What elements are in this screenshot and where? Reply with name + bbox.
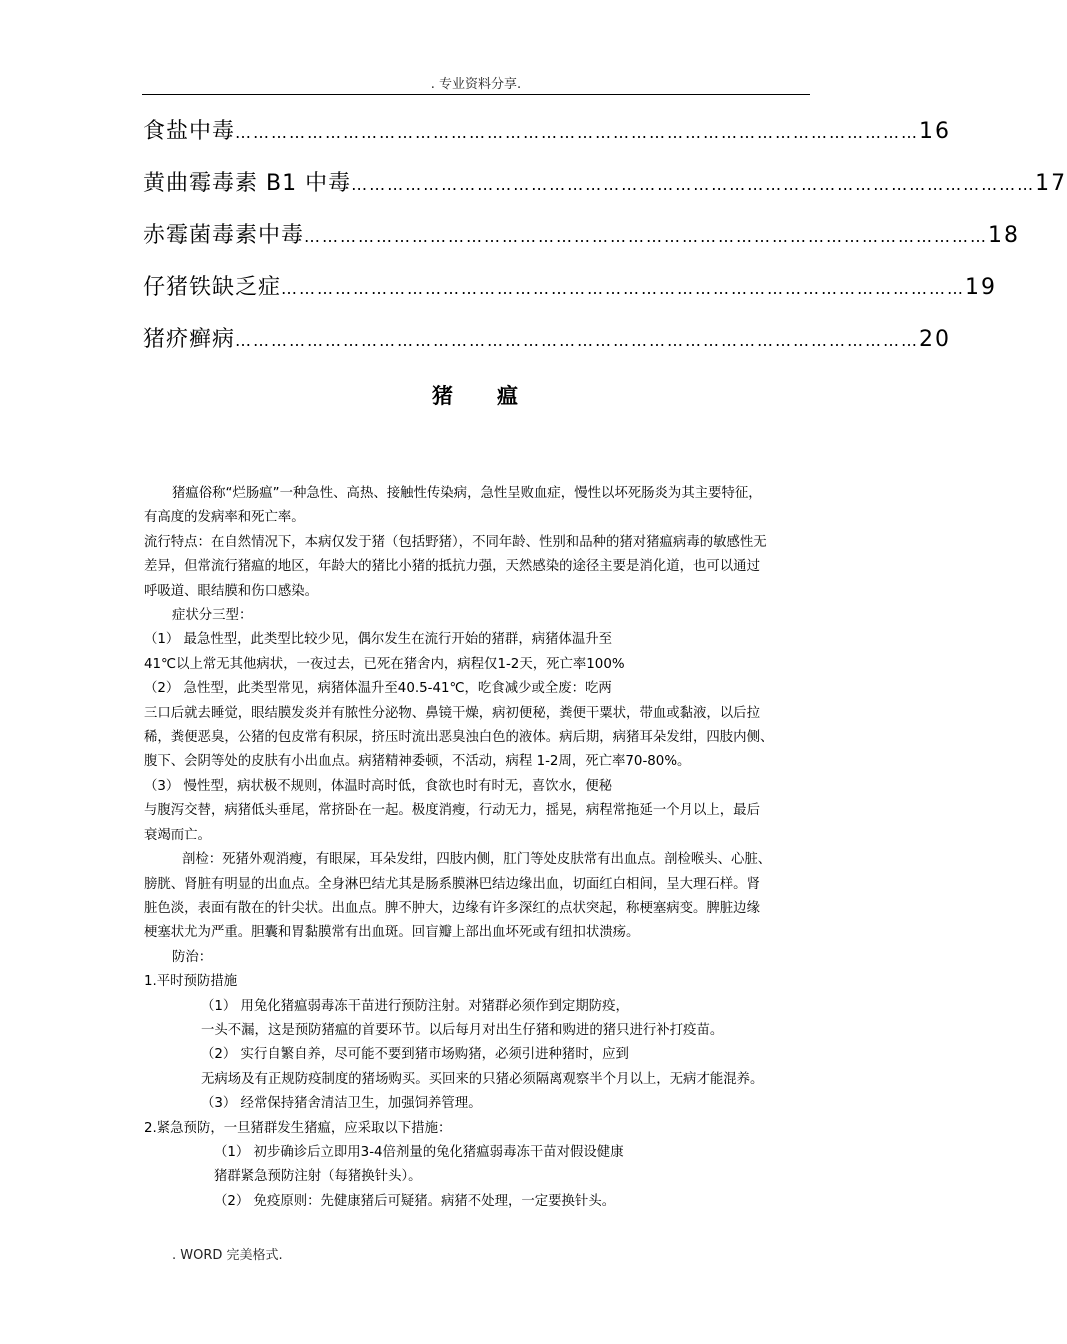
toc-entry-title: 赤霉菌毒素中毒 bbox=[143, 223, 305, 248]
article-body bbox=[144, 482, 816, 1214]
paragraph-line: 稀，粪便恶臭，公猪的包皮常有积尿，挤压时流出恶臭浊白色的液体。病后期，病猪耳朵发绀，四肢内侧、 bbox=[144, 730, 774, 746]
toc-entry bbox=[143, 272, 998, 324]
paragraph-line: （2） 免疫原则：先健康猪后可疑猪。病猪不处理，一定要换针头。 bbox=[214, 1193, 616, 1209]
paragraph-line: 与腹泻交替，病猪低头垂尾，常挤卧在一起。极度消瘦，行动无力，摇晃，病程常拖延一个月以上，最后 bbox=[144, 803, 760, 819]
paragraph-line: 梗塞状尤为严重。胆囊和胃黏膜常有出血斑。回盲瓣上部出血坏死或有纽扣状溃疡。 bbox=[144, 925, 640, 941]
paragraph-line: 症状分三型： bbox=[172, 608, 253, 624]
paragraph-line: 有高度的发病率和死亡率。 bbox=[144, 510, 305, 526]
paragraph-line: 衰竭而亡。 bbox=[144, 827, 211, 843]
toc-page-number: 17 bbox=[1035, 171, 1067, 196]
toc-leader-dots: …………………………………………………………………………………………………… bbox=[235, 331, 920, 350]
toc-leader-dots: …………………………………………………………………………………………………… bbox=[304, 227, 989, 246]
paragraph-line: （2） 急性型，此类型常见，病猪体温升至40.5-41℃，吃食减少或全废：吃两 bbox=[144, 681, 612, 697]
page-footer: . WORD 完美格式. bbox=[172, 1248, 283, 1263]
toc-leader-dots: …………………………………………………………………………………………………… bbox=[281, 279, 966, 298]
paragraph-line: 2.紧急预防，一旦猪群发生猪瘟，应采取以下措施： bbox=[144, 1120, 452, 1136]
paragraph-line: （2） 实行自繁自养，尽可能不要到猪市场购猪，必须引进种猪时，应到 bbox=[201, 1047, 629, 1063]
toc-page-number: 19 bbox=[965, 275, 998, 300]
page-header: . 专业资料分享. bbox=[142, 76, 810, 95]
paragraph-line: （1） 最急性型，此类型比较少见，偶尔发生在流行开始的猪群，病猪体温升至 bbox=[144, 632, 613, 648]
toc-entry-title: 仔猪铁缺乏症 bbox=[143, 275, 282, 300]
paragraph-line: 防治： bbox=[172, 949, 213, 965]
paragraph-line: 三口后就去睡觉，眼结膜发炎并有脓性分泌物、鼻镜干燥，病初便秘，粪便干粟状，带血或黏液，以后拉 bbox=[144, 705, 760, 721]
toc-entry-title: 黄曲霉毒素 B1 中毒 bbox=[143, 171, 352, 196]
paragraph-line: （1） 初步确诊后立即用3-4倍剂量的兔化猪瘟弱毒冻干苗对假设健康 bbox=[214, 1144, 624, 1160]
toc-leader-dots: …………………………………………………………………………………………………… bbox=[235, 123, 920, 142]
paragraph-line: 膀胱、肾脏有明显的出血点。全身淋巴结尤其是肠系膜淋巴结边缘出血，切面红白相间，呈大理石样。肾 bbox=[144, 876, 760, 892]
paragraph-line: 脏色淡，表面有散在的针尖状。出血点。脾不肿大，边缘有许多深红的点状突起，称梗塞病变。脾脏边缘 bbox=[144, 900, 760, 916]
paragraph-line: 1.平时预防措施 bbox=[144, 974, 238, 990]
toc-leader-dots: …………………………………………………………………………………………………… bbox=[351, 175, 1036, 194]
toc-entry-title: 食盐中毒 bbox=[143, 119, 236, 144]
paragraph-line: （3） 经常保持猪舍清洁卫生，加强饲养管理。 bbox=[201, 1096, 482, 1112]
toc-page-number: 20 bbox=[919, 327, 952, 352]
paragraph-line: 猪瘟俗称“烂肠瘟”一种急性、高热、接触性传染病，急性呈败血症，慢性以坏死肠炎为其主要特征， bbox=[172, 486, 762, 501]
toc-entry bbox=[143, 168, 1067, 220]
paragraph-line: 流行特点：在自然情况下，本病仅发于猪（包括野猪），不同年龄、性别和品种的猪对猪瘟病毒的敏感性无 bbox=[144, 534, 767, 550]
section-title: 猪瘟 bbox=[432, 384, 562, 408]
paragraph-line: 41℃以上常无其他病状，一夜过去，已死在猪舍内，病程仅1-2天，死亡率100% bbox=[144, 656, 625, 672]
toc-page-number: 18 bbox=[988, 223, 1021, 248]
paragraph-line: （3） 慢性型，病状极不规则，体温时高时低，食欲也时有时无，喜饮水，便秘 bbox=[144, 778, 613, 794]
toc-entry-title: 猪疥癣病 bbox=[143, 327, 236, 352]
table-of-contents bbox=[143, 116, 1067, 376]
paragraph-line: 一头不漏，这是预防猪瘟的首要环节。以后每月对出生仔猪和购进的猪只进行补打疫苗。 bbox=[201, 1022, 724, 1038]
paragraph-line: 差异，但常流行猪瘟的地区，年龄大的猪比小猪的抵抗力强，天然感染的途径主要是消化道，也可以通过 bbox=[144, 559, 760, 575]
toc-page-number: 16 bbox=[919, 119, 952, 144]
toc-entry bbox=[143, 220, 1021, 272]
paragraph-line: 猪群紧急预防注射（每猪换针头）。 bbox=[214, 1169, 422, 1185]
paragraph-line: 无病场及有正规防疫制度的猪场购买。买回来的只猪必须隔离观察半个月以上，无病才能混养。 bbox=[201, 1071, 764, 1087]
toc-entry bbox=[143, 324, 952, 376]
toc-entry bbox=[143, 116, 952, 168]
paragraph-line: 剖检：死猪外观消瘦，有眼屎，耳朵发绀，四肢内侧，肛门等处皮肤常有出血点。剖检喉头、心脏、 bbox=[182, 852, 772, 868]
paragraph-line: 腹下、会阴等处的皮肤有小出血点。病猪精神委顿，不活动，病程 1-2周，死亡率70-80%。 bbox=[144, 754, 691, 770]
paragraph-line: 呼吸道、眼结膜和伤口感染。 bbox=[144, 583, 319, 599]
paragraph-line: （1） 用兔化猪瘟弱毒冻干苗进行预防注射。对猪群必须作到定期防疫， bbox=[201, 998, 629, 1014]
